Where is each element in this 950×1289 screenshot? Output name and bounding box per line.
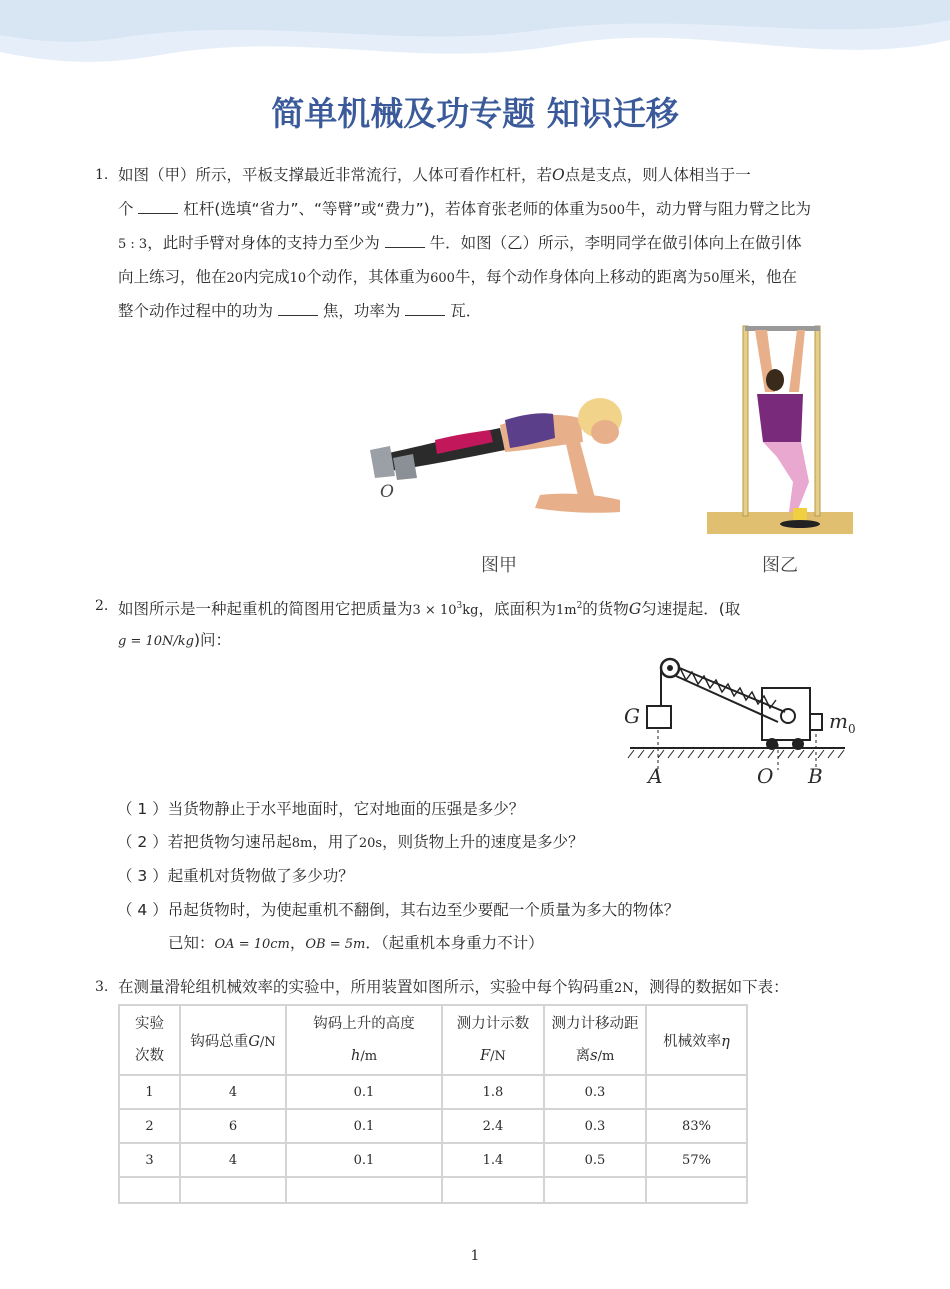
q3-line-1: 在测量滑轮组机械效率的实验中，所用装置如图所示，实验中每个钩码重2N，测得的数据如下表： [118,978,789,996]
label-m0: $m_0$ [829,709,856,736]
q2-sub-4: （ 4 ）吊起货物时，为使起重机不翻倒，其右边至少要配一个质量为多大的物体？ [117,901,680,919]
question-number: 1. [95,167,109,183]
q2-given: 已知：OA = 10cm，OB = 5m．（起重机本身重力不计） [168,934,544,952]
answer-blank [405,301,445,316]
q1-line-5: 整个动作过程中的功为 焦，功率为 瓦． [118,302,482,320]
q1-line-1: 如图（甲）所示，平板支撑最近非常流行，人体可看作杠杆，若O点是支点，则人体相当于一 [118,166,751,184]
figure-caption-jia: 图甲 [481,555,517,576]
table-row: 1 4 0.1 1.8 0.3 [119,1075,747,1109]
question-number: 3. [95,979,109,995]
answer-blank [278,301,318,316]
q1-line-3: 5 : 3，此时手臂对身体的支持力至少为 牛．如图（乙）所示，李明同学在做引体向上在做引体 [118,234,802,252]
header-distance: 测力计移动距 离s/m [544,1005,646,1075]
label-a: A [648,764,663,788]
question-number: 2. [95,598,109,614]
label-o: O [757,764,774,788]
header-trial-number: 实验 次数 [119,1005,180,1075]
q2-sub-1: （ 1 ）当货物静止于水平地面时，它对地面的压强是多少？ [117,800,525,818]
q2-line-1: 如图所示是一种起重机的简图用它把质量为$3 \times 10^3kg$，底面积为$1m^2$的货物G匀速提起．(取 [118,600,741,619]
label-b: B [808,764,823,788]
answer-blank [385,233,425,248]
table-header-row [119,1005,747,1075]
q2-sub-2: （ 2 ）若把货物匀速吊起8m，用了20s，则货物上升的速度是多少？ [117,833,584,851]
page-title: 简单机械及功专题 知识迁移 [271,94,679,133]
q1-line-4: 向上练习，他在20内完成10个动作，其体重为600牛，每个动作身体向上移动的距离为50厘米，他在 [118,268,798,286]
answer-blank [138,199,178,214]
header-height: 钩码上升的高度 h/m [286,1005,442,1075]
figure-caption-yi: 图乙 [762,555,798,576]
q1-line-2: 个 杠杆(选填“省力”、“等臂”或“费力”)，若体育张老师的体重为500牛，动力臂与阻力臂之比为 [118,200,812,218]
plank-exercise-image [365,380,635,520]
header-weight: 钩码总重G/N [180,1005,286,1075]
pullup-exercise-image [705,322,855,538]
header-wave-decoration [0,0,950,80]
label-g: G [624,704,640,728]
pivot-label-o: O [380,482,394,502]
header-efficiency: 机械效率η [646,1005,747,1075]
page-number: 1 [470,1248,480,1264]
header-force: 测力计示数 F/N [442,1005,544,1075]
table-row: 3 4 0.1 1.4 0.5 57% [119,1143,747,1177]
q2-line-2: g = 10N/kg)问： [118,631,232,649]
experiment-data-table [118,1004,748,1204]
table-row: 2 6 0.1 2.4 0.3 83% [119,1109,747,1143]
q2-sub-3: （ 3 ）起重机对货物做了多少功？ [117,867,354,885]
table-row [119,1177,747,1203]
